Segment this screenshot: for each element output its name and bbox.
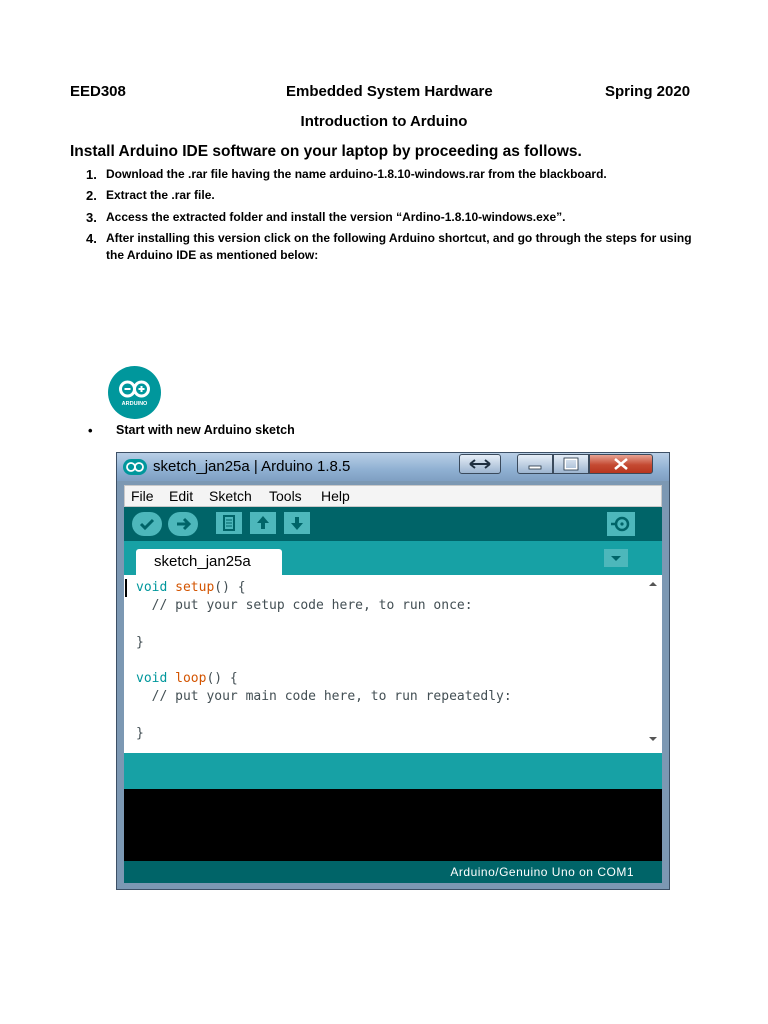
resize-button[interactable] — [459, 454, 501, 474]
code-function: loop — [175, 671, 207, 687]
code-keyword: void — [136, 671, 168, 687]
maximize-button[interactable] — [553, 454, 589, 474]
close-button[interactable] — [589, 454, 653, 474]
step-1 — [86, 166, 706, 183]
board-port-status: Arduino/Genuino Uno on COM1 — [450, 865, 634, 879]
tab-label: sketch_jan25a — [154, 553, 251, 570]
code-punct: () { — [214, 580, 246, 595]
scroll-up-icon[interactable] — [649, 582, 657, 586]
step-number: 2. — [86, 188, 97, 203]
open-icon[interactable] — [250, 512, 276, 534]
code-keyword: void — [136, 580, 168, 595]
code-comment: // put your main code here, to run repeatedly: — [136, 689, 512, 705]
step-number: 3. — [86, 210, 97, 225]
tab-sketch[interactable] — [136, 549, 282, 577]
step-number: 1. — [86, 167, 97, 182]
menu-sketch[interactable]: Sketch — [209, 488, 252, 504]
editor-gutter — [124, 575, 134, 753]
step-text: Extract the .rar file. — [106, 188, 215, 202]
window-title: sketch_jan25a | Arduino 1.8.5 — [153, 458, 351, 475]
footer-bar — [124, 861, 662, 883]
toolbar — [124, 507, 662, 541]
bullet-text: Start with new Arduino sketch — [116, 423, 295, 437]
menu-edit[interactable]: Edit — [169, 488, 194, 504]
course-code: EED308 — [70, 83, 126, 100]
step-2 — [86, 187, 706, 204]
course-title: Embedded System Hardware — [286, 83, 493, 100]
title-bar[interactable] — [117, 453, 669, 481]
verify-icon[interactable] — [132, 512, 162, 536]
tab-menu-button[interactable] — [604, 549, 628, 567]
step-3 — [86, 209, 706, 226]
status-bar — [124, 753, 662, 789]
menu-tools[interactable]: Tools — [269, 488, 302, 504]
arduino-logo-icon[interactable] — [108, 366, 161, 419]
tab-bar — [124, 541, 662, 575]
text-cursor — [125, 579, 127, 597]
arduino-ide-window — [116, 452, 670, 890]
arduino-app-icon — [123, 459, 147, 475]
scroll-down-icon[interactable] — [649, 737, 657, 741]
code-function: setup — [175, 580, 215, 595]
code-brace: } — [136, 634, 144, 650]
document-subtitle: Introduction to Arduino — [300, 113, 468, 130]
logo-label: ARDUINO — [121, 401, 148, 407]
code-editor[interactable] — [124, 575, 662, 753]
menu-bar — [124, 485, 662, 507]
step-text: Download the .rar file having the name arduino-1.8.10-windows.rar from the blackboard. — [106, 167, 607, 181]
instructions-heading: Install Arduino IDE software on your laptop by proceeding as follows. — [70, 143, 582, 160]
new-icon[interactable] — [216, 512, 242, 534]
code-text — [136, 579, 512, 743]
step-text: Access the extracted folder and install the version “Ardino-1.8.10-windows.exe”. — [106, 210, 566, 224]
serial-monitor-icon[interactable] — [607, 512, 635, 536]
upload-icon[interactable] — [168, 512, 198, 536]
code-punct: () { — [206, 671, 238, 687]
code-brace: } — [136, 725, 144, 741]
step-number: 4. — [86, 231, 97, 246]
menu-help[interactable]: Help — [321, 488, 350, 504]
step-text: After installing this version click on the following Arduino shortcut, and go through the steps for using the Arduino IDE as mentioned below: — [106, 231, 692, 262]
save-icon[interactable] — [284, 512, 310, 534]
menu-file[interactable]: File — [131, 488, 154, 504]
editor-scrollbar[interactable] — [644, 575, 662, 753]
code-comment: // put your setup code here, to run once: — [136, 598, 473, 614]
bullet-symbol: • — [88, 423, 93, 438]
minimize-button[interactable] — [517, 454, 553, 474]
step-4 — [86, 230, 706, 264]
term: Spring 2020 — [605, 83, 691, 100]
console-output[interactable] — [124, 789, 662, 861]
